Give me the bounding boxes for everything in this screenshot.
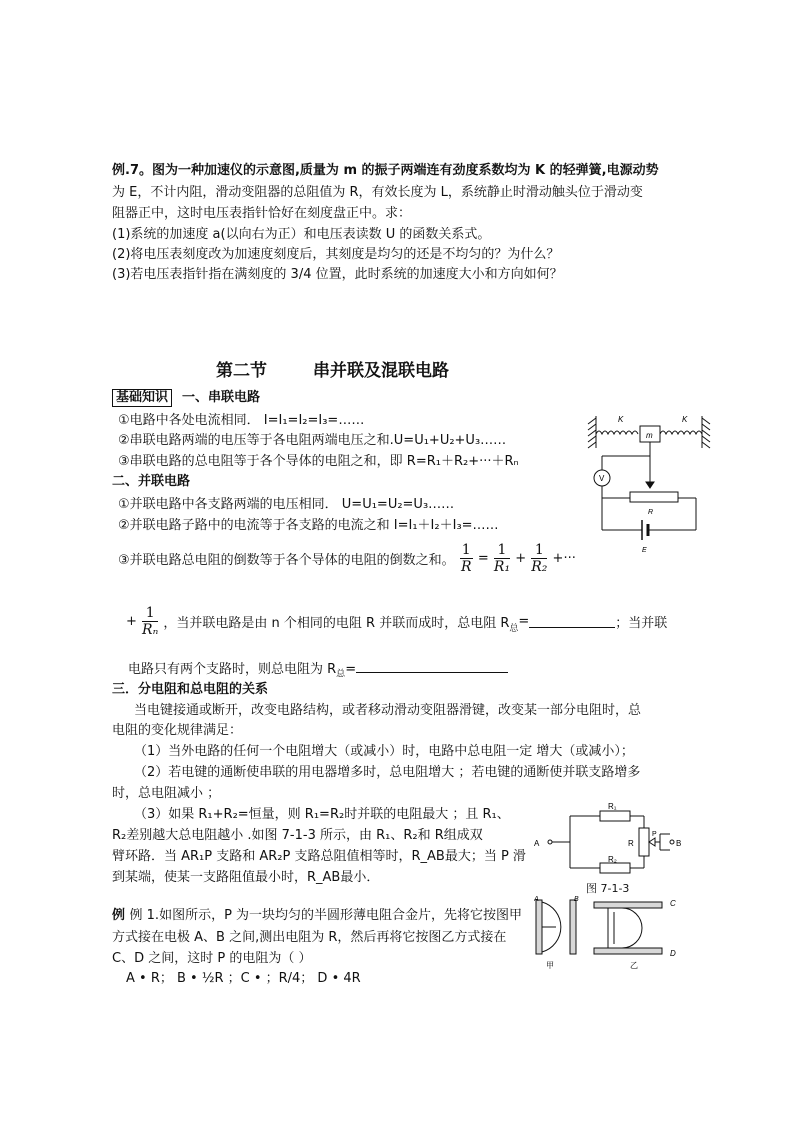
example7-q3: (3)若电压表指针指在满刻度的 3/4 位置，此时系统的加速度大小和方向如何？ [112,267,563,282]
parallel-rule-3-tail: +··· [552,551,576,566]
basics-header [112,389,260,407]
relation-line5: 时，总电阻减小 ； [112,786,221,801]
battery-label: E [642,547,647,554]
section-name: 串并联及混联电路 [313,361,449,381]
example7-q1: (1)系统的加速度 a(以向右为正）和电压表读数 U 的函数关系式。 [112,227,491,242]
accelerometer-circuit-diagram [584,408,714,556]
mass-label: m [646,431,653,440]
answer-blank-n-resistors [529,615,615,628]
parallel-rule-3 [118,542,576,575]
plate-c-label: C [670,899,676,908]
example7-line1: 例.7。图为一种加速仪的示意图,质量为 m 的振子两端连有劲度系数均为 K 的轻弹簧,电源动势 [112,163,659,178]
fraction-1-over-R: $\frac{1}{R}$ [460,542,472,575]
ring-circuit-diagram [530,800,690,878]
relation-line7: R₂差别越大总电阻越小 .如图 7-1-3 所示，由 R₁、R₂和 R组成双 [112,828,483,843]
relation-line1: 当电键接通或断开，改变电路结构，或者移动滑动变阻器滑键，改变某一部分电阻时，总 [134,703,642,718]
relation-line3: （1）当外电路的任何一个电阻增大（或减小）时，电路中总电阻一定 增大（或减小）； [134,744,634,759]
section-number: 第二节 [216,361,267,381]
voltmeter-label: V [599,474,605,483]
figure-jia-label: 甲 [546,961,554,970]
fraction-1-over-R2: $\frac{1}{\text{R₂}}$ [531,542,548,575]
example7-line3: 阻器正中，这时电压表指针恰好在刻度盘正中。求： [112,206,412,221]
plate-d-label: D [670,949,676,958]
rheostat-label: R [648,509,654,516]
relation-line9: 到某端，使某一支路阻值最小时，R_AB最小． [112,870,380,885]
figure-yi-label: 乙 [630,961,638,970]
example1-line3: C、D 之间，这时 P 的电阻为（ ） [112,951,312,966]
series-rule-3: ③串联电路的总电阻等于各个导体的电阻之和，即 R=R₁＋R₂+···＋Rₙ [118,454,519,469]
example1-line1: 例 例 1.如图所示，P 为一块均匀的半圆形薄电阻合金片，先将它按图甲 [112,908,523,923]
figure-caption: 图 7-1-3 [586,882,630,895]
parallel-rule-5: 电路只有两个支路时，则总电阻为 $R_总=$ [128,660,508,684]
ring-r2-label: R₂ [608,855,617,864]
relation-line6: （3）如果 R₁+R₂=恒量，则 R₁=R₂时并联的电阻最大 ；且 R₁、 [134,807,510,822]
parallel-heading: 二、并联电路 [112,474,191,489]
spring-right-label: K [682,415,688,424]
section-title [216,356,449,381]
fraction-1-over-R1: $\frac{1}{\text{R₁}}$ [493,542,511,575]
example1-options: A • R； B • ½R ；C • ；R/4； D • 4R [126,971,361,986]
parallel-rule-3-text: ③并联电路总电阻的倒数等于各个导体的电阻的倒数之和。 [118,553,455,568]
parallel-rule-1: ①并联电路中各支路两端的电压相同． U=U₁=U₂=U₃…… [118,497,455,512]
relation-line4: （2）若电键的通断使串联的用电器增多时，总电阻增大 ；若电键的通断使并联支路增多 [134,765,641,780]
series-rule-2: ②串联电路两端的电压等于各电阻两端电压之和.U=U₁+U₂+U₃…… [118,433,507,448]
equals-sign: = [477,551,489,566]
example7-q2: (2)将电压表刻度改为加速度刻度后，其刻度是均匀的还是不均匀的？为什么？ [112,247,560,262]
relation-heading: 三．分电阻和总电阻的关系 [112,682,269,697]
semicircle-plates-diagram [534,894,690,972]
fraction-1-over-Rn: $\frac{1}{\text{Rₙ}}$ [142,605,159,638]
ring-p-label: P [652,831,657,838]
ring-b-label: B [676,839,682,848]
ring-a-label: A [534,839,540,848]
example7-line2: 为 E，不计内阻，滑动变阻器的总阻值为 R，有效长度为 L，系统静止时滑动触头位于滑动变 [112,185,643,200]
parallel-rule-4-end: ；当并联 [615,616,668,631]
plus-sign: + [515,551,527,566]
series-rule-1: ①电路中各处电流相同． I=I₁=I₂=I₃=…… [118,413,365,428]
series-heading: 一、串联电路 [182,390,261,405]
ring-r1-label: R₁ [608,802,617,811]
example1-line2: 方式接在电极 A、B 之间,测出电阻为 R，然后再将它按图乙方式接在 [112,930,507,945]
plate-a-label: A [534,896,539,903]
ring-r-label: R [628,839,634,848]
relation-line8: 臂环路．当 AR₁P 支路和 AR₂P 支路总阻值相等时，R_AB最大；当 P 滑 [112,849,526,864]
answer-blank-two-branches [356,660,508,673]
parallel-rule-4: + $\frac{1}{\text{Rₙ}}$ ，当并联电路是由 n 个相同的电阻 R 并联而成时，总电阻 $R_总=$ ；当并联 [126,605,668,638]
relation-line2: 电阻的变化规律满足： [112,723,243,738]
basics-badge: 基础知识 [112,389,172,407]
parallel-rule-2: ②并联电路子路中的电流等于各支路的电流之和 I=I₁＋I₂＋I₃=…… [118,518,499,533]
parallel-rule-4-text: ，当并联电路是由 n 个相同的电阻 R 并联而成时，总电阻 R [163,616,510,631]
spring-left-label: K [618,415,624,424]
plate-b-label: B [574,896,579,903]
parallel-rule-5-text: 电路只有两个支路时，则总电阻为 R [128,662,337,677]
